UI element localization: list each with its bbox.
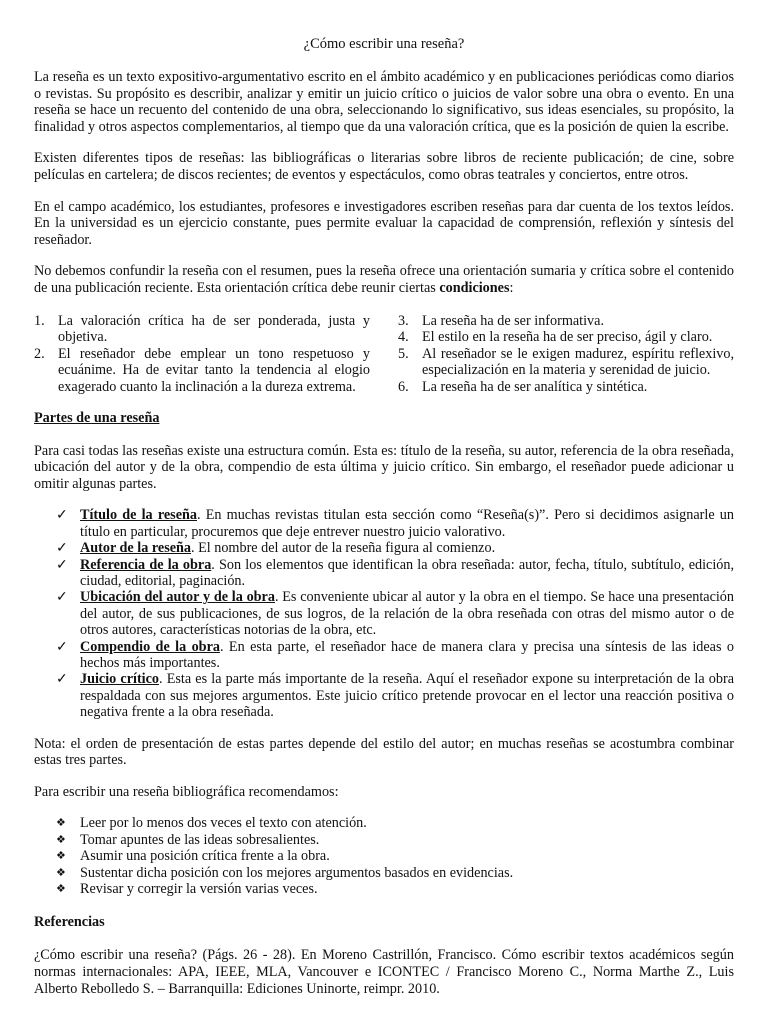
list-item [56, 589, 734, 638]
part-text: . En muchas revistas titulan esta sección como “Reseña(s)”. Pero si decidimos asignarle un título en particular, procuremos que deje entrever nuestro juicio valorativo. [80, 507, 734, 540]
condition-number: 1. [34, 312, 45, 329]
part-title: Referencia de la obra [80, 556, 212, 573]
tip-text: Tomar apuntes de las ideas sobresalientes. [80, 831, 320, 848]
list-item [56, 815, 734, 831]
list-item [56, 639, 734, 672]
part-text: . En esta parte, el reseñador hace de manera clara y precisa una síntesis de las ideas o hechos más importantes. [80, 638, 734, 671]
tip-text: Revisar y corregir la versión varias veces. [80, 880, 318, 897]
conditions-label: condiciones [439, 279, 510, 296]
diamond-bullet-icon: ❖ [56, 817, 66, 830]
condition-number: 4. [398, 329, 409, 346]
condition-text: El reseñador debe emplear un tono respetuoso y ecuánime. Ha de evitar tanto la tendencia al elogio exagerado cuanto la inclinación a la dureza extrema. [58, 345, 370, 395]
tip-text: Sustentar dicha posición con los mejores argumentos basados en evidencias. [80, 864, 514, 881]
conditions-intro-text: No debemos confundir la reseña con el resumen, pues la reseña ofrece una orientación sumaria y crítica sobre el contenido de una publicación reciente. Esta orientación crítica debe reunir ciertas [34, 263, 734, 296]
condition-item [398, 329, 734, 346]
part-body [80, 639, 734, 672]
condition-text: La valoración crítica ha de ser ponderada, justa y objetiva. [58, 312, 370, 346]
condition-number: 5. [398, 345, 409, 362]
tip-text: Leer por lo menos dos veces el texto con atención. [80, 815, 367, 832]
types-paragraph: Existen diferentes tipos de reseñas: las bibliográficas o literarias sobre libros de reciente publicación; de cine, sobre películas en cartelera; de discos recientes; de eventos y espectáculos, como obras teatrales y conciertos, entre otros. [34, 150, 734, 183]
part-body [80, 671, 734, 720]
diamond-bullet-icon: ❖ [56, 850, 66, 863]
condition-text: El estilo en la reseña ha de ser preciso, ágil y claro. [422, 329, 713, 346]
part-text: . Es conveniente ubicar al autor y la obra en el tiempo. Se hace una presentación del autor, de sus publicaciones, de sus logros, de la relación de la obra reseñada con otras del mismo autor o de otros autores, características notorias de la obra, etc. [80, 589, 734, 639]
condition-text: Al reseñador se le exigen madurez, espíritu reflexivo, especialización en la materia y serenidad de juicio. [422, 345, 734, 379]
tip-text: Asumir una posición crítica frente a la obra. [80, 848, 330, 865]
checkmark-icon: ✓ [56, 589, 68, 606]
part-title: Compendio de la obra [80, 638, 220, 655]
part-text: . Esta es la parte más importante de la reseña. Aquí el reseñador expone su interpretación de la obra respaldada con sus mejores argumentos. Este juicio crítico pretende provocar en el lector una reacción positiva o negativa frente a la obra reseñada. [80, 671, 734, 721]
list-item [56, 557, 734, 590]
list-item [56, 540, 734, 556]
part-title: Ubicación del autor y de la obra [80, 589, 275, 606]
condition-item [34, 313, 370, 346]
list-item [56, 671, 734, 720]
list-item [56, 848, 734, 864]
part-body [80, 507, 734, 540]
list-item [56, 507, 734, 540]
part-body [80, 589, 734, 638]
parts-intro-paragraph: Para casi todas las reseñas existe una estructura común. Esta es: título de la reseña, su autor, referencia de la obra reseñada, ubicación del autor y de la obra, compendio de esta última y juicio crítico. Sin embargo, el reseñador puede adicionar u omitir algunas partes. [34, 442, 734, 492]
condition-number: 3. [398, 312, 409, 329]
list-item [56, 881, 734, 897]
conditions-column-left [34, 313, 370, 396]
part-text: . El nombre del autor de la reseña figura al comienzo. [191, 540, 496, 557]
conditions-colon: : [509, 279, 514, 296]
tips-intro-paragraph: Para escribir una reseña bibliográfica recomendamos: [34, 783, 339, 800]
condition-number: 6. [398, 378, 409, 395]
list-item [56, 832, 734, 848]
diamond-bullet-icon: ❖ [56, 866, 66, 879]
conditions-intro-paragraph [34, 263, 734, 296]
checkmark-icon: ✓ [56, 507, 68, 524]
part-body [80, 557, 734, 590]
page-title: ¿Cómo escribir una reseña? [303, 36, 465, 52]
condition-text: La reseña ha de ser analítica y sintética. [422, 378, 648, 395]
parts-list [34, 507, 734, 720]
checkmark-icon: ✓ [56, 540, 68, 557]
part-title: Título de la reseña [80, 507, 197, 524]
conditions-column-right [398, 313, 734, 396]
checkmark-icon: ✓ [56, 638, 68, 655]
diamond-bullet-icon: ❖ [56, 882, 66, 895]
tips-list [34, 815, 734, 897]
part-title: Autor de la reseña [80, 540, 191, 557]
part-body [80, 540, 495, 556]
checkmark-icon: ✓ [56, 671, 68, 688]
part-text: . Son los elementos que identifican la obra reseñada: autor, fecha, título, subtítulo, edición, ciudad, editorial, paginación. [80, 556, 734, 589]
condition-item [398, 313, 734, 330]
academic-paragraph: En el campo académico, los estudiantes, profesores e investigadores escriben reseñas para dar cuenta de los textos leídos. En la universidad es un ejercicio constante, pues permite evaluar la capacidad de comprensión, reflexión y síntesis del reseñador. [34, 198, 734, 248]
references-text: ¿Cómo escribir una reseña? (Págs. 26 - 28). En Moreno Castrillón, Francisco. Cómo escribir textos académicos según normas internacionales: APA, IEEE, MLA, Vancouver e ICONTEC / Francisco Moreno C., Norma Marthe Z., Luis Alberto Rebolledo S. – Barranquilla: Ediciones Uninorte, reimpr. 2010. [34, 947, 734, 997]
intro-paragraph: La reseña es un texto expositivo-argumentativo escrito en el ámbito académico y en publicaciones periódicas como diarios o revistas. Su propósito es describir, analizar y emitir un juicio crítico o juicios de valor sobre una obra o evento. En una reseña se hace un recuento del contenido de una obra, seleccionando lo significativo, sus ideas esenciales, su propósito, la finalidad y otros aspectos complementarios, al tiempo que da una valoración crítica, que es la posición de quien la escribe. [34, 69, 734, 135]
list-item [56, 865, 734, 881]
note-paragraph: Nota: el orden de presentación de estas partes depende del estilo del autor; en muchas reseñas se acostumbra combinar estas tres partes. [34, 735, 734, 769]
condition-number: 2. [34, 345, 45, 362]
parts-heading: Partes de una reseña [34, 409, 160, 426]
part-title: Juicio crítico [80, 671, 160, 688]
checkmark-icon: ✓ [56, 556, 68, 573]
condition-text: La reseña ha de ser informativa. [422, 312, 604, 329]
references-heading: Referencias [34, 914, 105, 931]
conditions-list [34, 313, 734, 396]
diamond-bullet-icon: ❖ [56, 833, 66, 846]
condition-item [398, 346, 734, 379]
condition-item [398, 379, 734, 396]
condition-item [34, 346, 370, 396]
